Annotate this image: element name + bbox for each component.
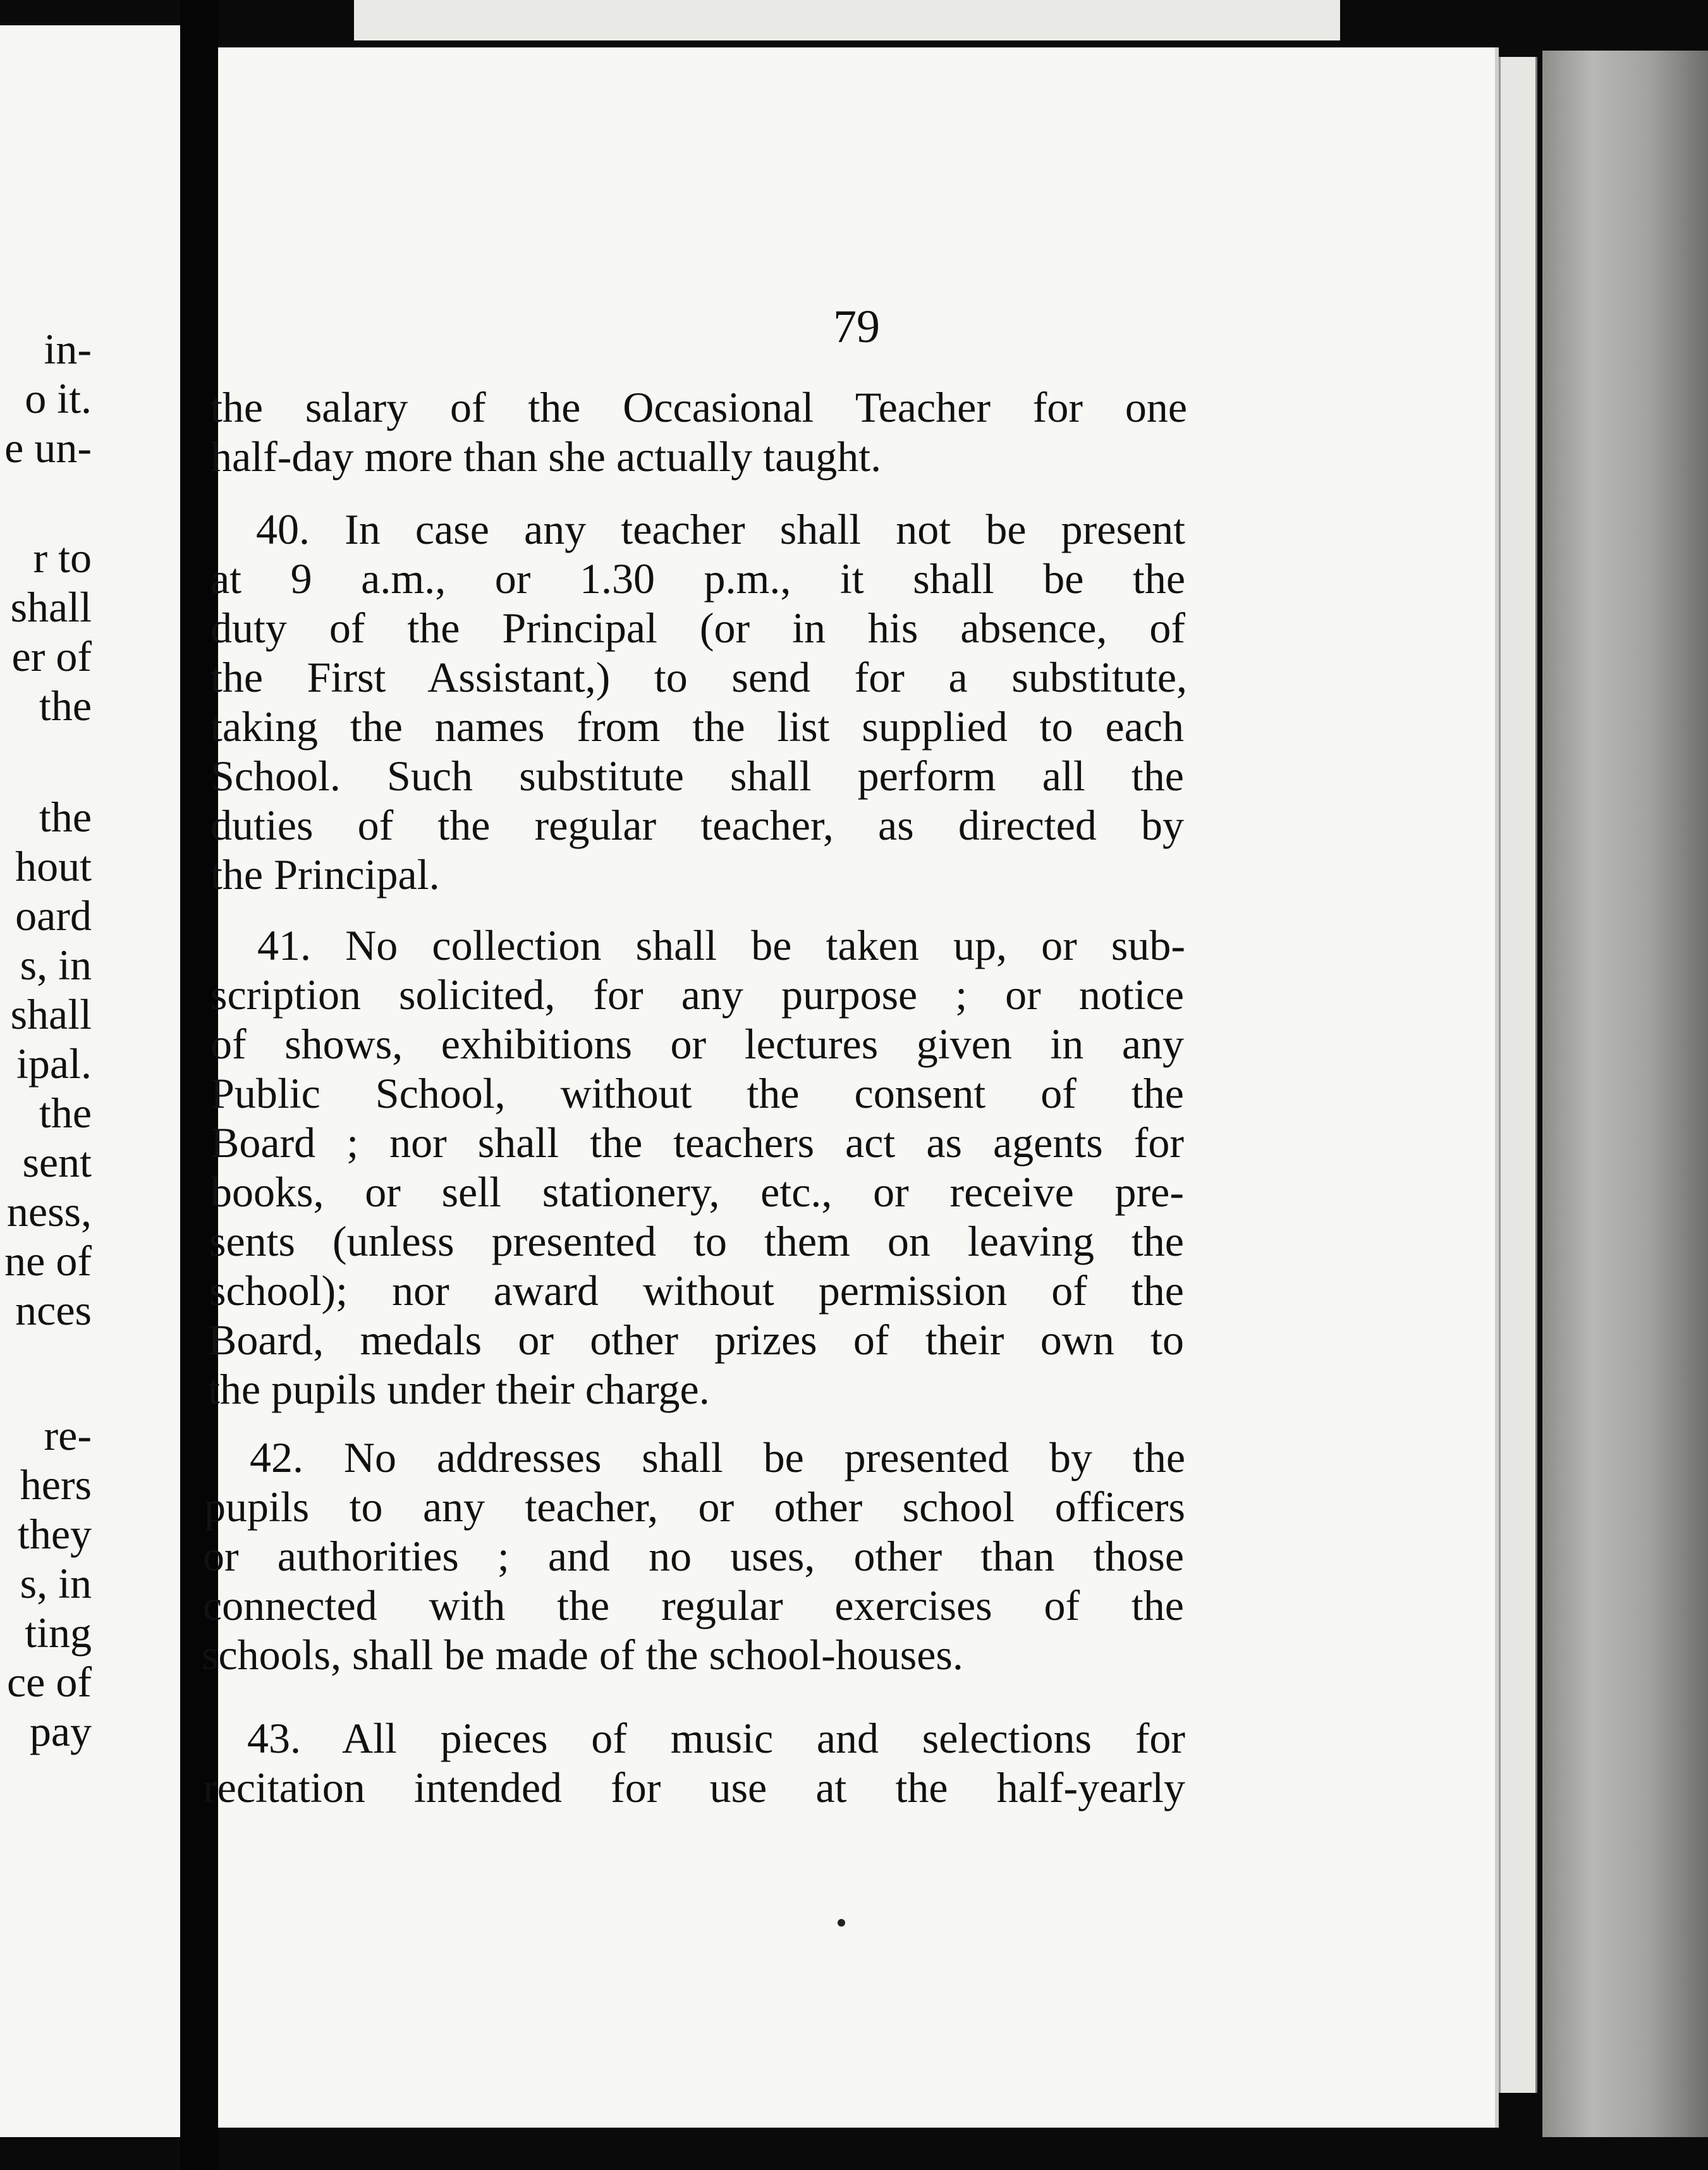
left-line: hout [15,842,92,890]
left-line: re- [44,1411,92,1459]
left-line: pay [29,1707,92,1755]
top-page-strip [354,0,1340,40]
rule-42-line: schools, shall be made of the school-houses. [202,1631,963,1679]
left-line: in- [44,325,92,373]
rule-40-line: duties of the regular teacher, as directed by [210,801,1184,849]
left-line: shall [10,990,92,1038]
left-line: ipal. [16,1039,92,1088]
left-line: r to [33,534,92,582]
left-line: e un- [4,424,92,472]
rule-41-line: sents (unless presented to them on leaving the [209,1217,1184,1265]
rule-41-line: the pupils under their charge. [208,1365,710,1413]
left-line: the [39,682,92,730]
rule-41-line: of shows, exhibitions or lectures given in any [210,1020,1184,1068]
text-line: the salary of the Occasional Teacher for one [210,383,1187,431]
left-page-fragment [0,25,180,2137]
print-speck [838,1919,845,1927]
left-line: the [39,1089,92,1137]
page-number: 79 [833,301,880,353]
rule-42-line: connected with the regular exercises of the [203,1581,1184,1629]
left-line: ness, [6,1187,92,1235]
rule-41-line: scription solicited, for any purpose ; or notice [210,971,1184,1019]
rule-41-line: Board ; nor shall the teachers act as agents for [210,1119,1184,1167]
left-line: o it. [25,374,92,422]
left-line: oard [15,892,92,940]
rule-41-line: Public School, without the consent of the [210,1069,1184,1117]
rule-40-line: duty of the Principal (or in his absence, of [210,604,1185,652]
page-edges [1499,57,1537,2093]
rule-42-line: 42. No addresses shall be presented by the [250,1433,1185,1481]
left-line: the [39,793,92,841]
book-cover-edge [1542,51,1708,2137]
left-line: nces [15,1286,92,1334]
rule-40-line: at 9 a.m., or 1.30 p.m., it shall be the [210,555,1185,603]
left-line: sent [22,1138,92,1186]
rule-40-line: the First Assistant,) to send for a substitute, [210,653,1187,701]
left-line: er of [11,632,92,680]
rule-40-line: School. Such substitute shall perform all the [210,752,1184,800]
left-line: s, in [20,1559,92,1607]
rule-41-line: 41. No collection shall be taken up, or sub- [257,921,1185,969]
rule-40-line: 40. In case any teacher shall not be present [256,505,1185,553]
rule-41-line: school); nor award without permission of the [209,1266,1184,1315]
left-line: s, in [20,941,92,989]
rule-41-line: books, or sell stationery, etc., or receive pre- [210,1168,1184,1216]
left-line: hers [20,1461,92,1509]
left-line: ting [25,1609,92,1657]
rule-41-line: Board, medals or other prizes of their own to [208,1316,1184,1364]
rule-42-line: pupils to any teacher, or other school officers [204,1483,1185,1531]
page-79 [202,47,1499,2128]
left-line: ce of [6,1658,92,1706]
left-line: ne of [4,1237,92,1285]
text-line: half-day more than she actually taught. [210,432,882,481]
rule-40-line: taking the names from the list supplied to each [210,702,1184,751]
rule-43-line: recitation intended for use at the half-yearly [203,1763,1185,1811]
rule-43-line: 43. All pieces of music and selections for [247,1714,1185,1762]
left-line: they [17,1510,92,1558]
left-line: shall [10,583,92,631]
rule-42-line: or authorities ; and no uses, other than those [203,1532,1184,1580]
rule-40-line: the Principal. [210,850,440,898]
